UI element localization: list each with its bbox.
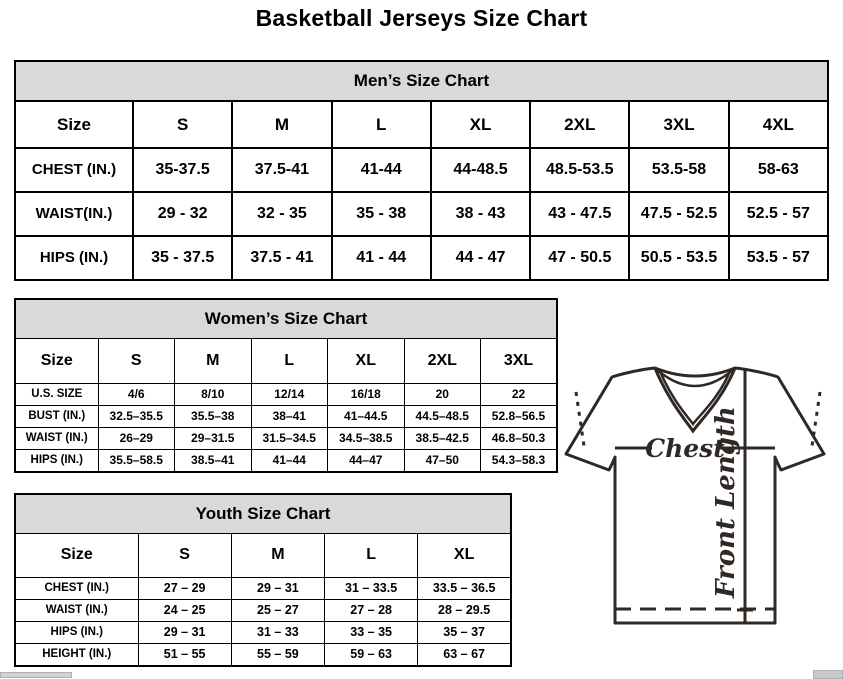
column-header-s: S [98,339,175,384]
column-header-l: L [332,101,431,148]
youth-column-header-row [15,534,511,578]
size-cell: 29 – 31 [138,622,231,644]
row-label: U.S. SIZE [15,384,98,406]
size-cell: 12/14 [251,384,328,406]
size-cell: 37.5 - 41 [232,236,331,280]
size-cell: 48.5-53.5 [530,148,629,192]
row-label: WAIST (IN.) [15,428,98,450]
womens-us-size-row [15,384,557,406]
row-label: BUST (IN.) [15,406,98,428]
size-cell: 38.5–42.5 [404,428,481,450]
size-cell: 35.5–58.5 [98,450,175,473]
column-header-3xl: 3XL [629,101,728,148]
size-cell: 46.8–50.3 [481,428,558,450]
youth-chart-title: Youth Size Chart [15,494,511,534]
size-cell: 29–31.5 [175,428,252,450]
column-header-m: M [232,101,331,148]
size-cell: 31 – 33 [231,622,324,644]
size-cell: 35 - 37.5 [133,236,232,280]
row-label: HIPS (IN.) [15,450,98,473]
youth-waist-row [15,600,511,622]
size-cell: 35.5–38 [175,406,252,428]
size-cell: 26–29 [98,428,175,450]
row-label: HIPS (IN.) [15,236,133,280]
mens-chart-title: Men’s Size Chart [15,61,828,101]
youth-height-row [15,644,511,667]
jersey-measurement-diagram [556,358,840,630]
size-cell: 35-37.5 [133,148,232,192]
size-cell: 35 - 38 [332,192,431,236]
size-cell: 51 – 55 [138,644,231,667]
horizontal-scrollbar-thumb-right[interactable] [813,670,843,679]
youth-size-table [14,493,512,667]
row-label: HIPS (IN.) [15,622,138,644]
womens-bust-row [15,406,557,428]
column-header-l: L [251,339,328,384]
column-header-xl: XL [431,101,530,148]
size-cell: 44.5–48.5 [404,406,481,428]
size-cell: 38 - 43 [431,192,530,236]
size-cell: 31.5–34.5 [251,428,328,450]
size-cell: 55 – 59 [231,644,324,667]
size-cell: 35 – 37 [418,622,511,644]
size-cell: 41–44.5 [328,406,405,428]
row-label: WAIST(IN.) [15,192,133,236]
size-cell: 27 – 29 [138,578,231,600]
womens-column-header-row [15,339,557,384]
column-header-3xl: 3XL [481,339,558,384]
column-header-2xl: 2XL [404,339,481,384]
size-cell: 44 - 47 [431,236,530,280]
size-cell: 32.5–35.5 [98,406,175,428]
column-header-s: S [133,101,232,148]
size-cell: 4/6 [98,384,175,406]
size-cell: 44-48.5 [431,148,530,192]
column-header-2xl: 2XL [530,101,629,148]
column-header-size: Size [15,339,98,384]
row-label: CHEST (IN.) [15,578,138,600]
size-cell: 44–47 [328,450,405,473]
size-cell: 47.5 - 52.5 [629,192,728,236]
chest-label: Chest [645,434,725,463]
size-cell: 20 [404,384,481,406]
size-cell: 41-44 [332,148,431,192]
horizontal-scrollbar-thumb-left[interactable] [0,672,72,678]
mens-waist-row [15,192,828,236]
row-label: CHEST (IN.) [15,148,133,192]
mens-size-table [14,60,829,281]
size-cell: 31 – 33.5 [325,578,418,600]
size-cell: 34.5–38.5 [328,428,405,450]
size-cell: 63 – 67 [418,644,511,667]
column-header-s: S [138,534,231,578]
size-cell: 38.5–41 [175,450,252,473]
size-cell: 54.3–58.3 [481,450,558,473]
size-cell: 22 [481,384,558,406]
size-cell: 37.5-41 [232,148,331,192]
size-cell: 59 – 63 [325,644,418,667]
column-header-size: Size [15,534,138,578]
youth-chest-row [15,578,511,600]
column-header-m: M [175,339,252,384]
youth-table-title-row [15,494,511,534]
column-header-m: M [231,534,324,578]
column-header-size: Size [15,101,133,148]
size-cell: 33 – 35 [325,622,418,644]
size-cell: 24 – 25 [138,600,231,622]
size-cell: 38–41 [251,406,328,428]
size-cell: 53.5 - 57 [729,236,828,280]
mens-column-header-row [15,101,828,148]
size-cell: 25 – 27 [231,600,324,622]
size-cell: 32 - 35 [232,192,331,236]
jersey-outline [566,368,824,623]
column-header-4xl: 4XL [729,101,828,148]
row-label: HEIGHT (IN.) [15,644,138,667]
size-cell: 43 - 47.5 [530,192,629,236]
womens-hips-row [15,450,557,473]
size-cell: 47 - 50.5 [530,236,629,280]
mens-chest-row [15,148,828,192]
size-cell: 8/10 [175,384,252,406]
size-cell: 52.8–56.5 [481,406,558,428]
size-cell: 41 - 44 [332,236,431,280]
size-cell: 50.5 - 53.5 [629,236,728,280]
size-cell: 52.5 - 57 [729,192,828,236]
front-length-label: Front Length [711,406,741,598]
size-cell: 29 – 31 [231,578,324,600]
column-header-xl: XL [328,339,405,384]
mens-table-title-row [15,61,828,101]
womens-waist-row [15,428,557,450]
size-cell: 41–44 [251,450,328,473]
size-cell: 33.5 – 36.5 [418,578,511,600]
size-cell: 29 - 32 [133,192,232,236]
mens-hips-row [15,236,828,280]
size-cell: 27 – 28 [325,600,418,622]
womens-table-title-row [15,299,557,339]
page-title: Basketball Jerseys Size Chart [255,5,588,31]
column-header-l: L [325,534,418,578]
size-cell: 16/18 [328,384,405,406]
youth-hips-row [15,622,511,644]
womens-chart-title: Women’s Size Chart [15,299,557,339]
column-header-xl: XL [418,534,511,578]
jersey-diagram-svg [556,358,840,630]
size-cell: 58-63 [729,148,828,192]
size-cell: 53.5-58 [629,148,728,192]
size-cell: 28 – 29.5 [418,600,511,622]
womens-size-table [14,298,558,473]
size-cell: 47–50 [404,450,481,473]
row-label: WAIST (IN.) [15,600,138,622]
